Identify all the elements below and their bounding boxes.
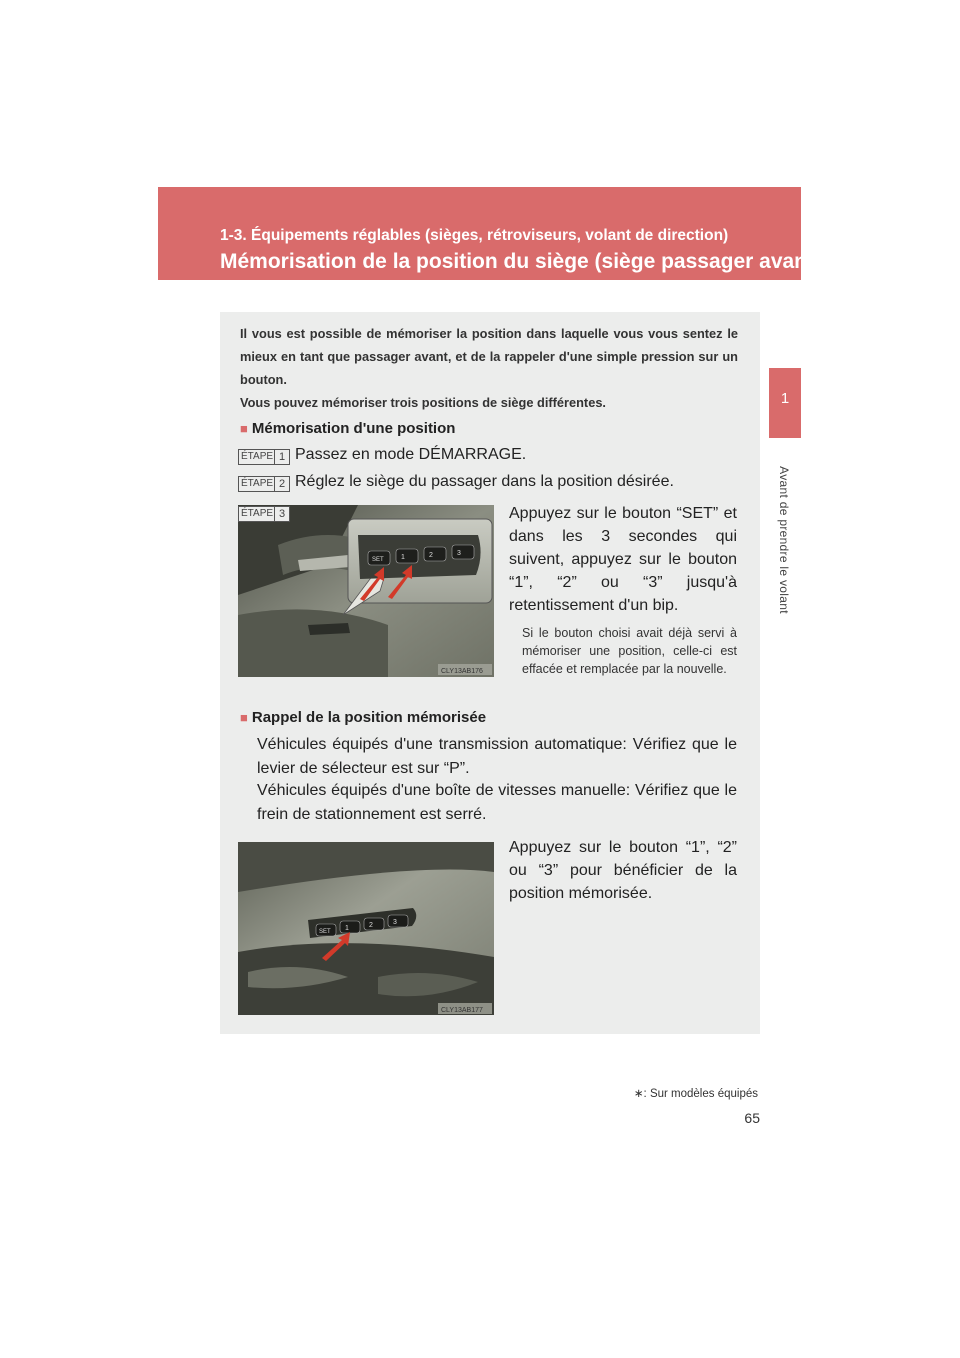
heading-recall-text: Rappel de la position mémorisée [251,709,487,726]
heading-memorize [240,420,455,437]
photo-seat-memory-recall [238,842,494,1015]
step-3-text: Appuyez sur le bouton “SET” et dans les 3 secondes qui suivent, appuyez sur le bouton “1”, “2” ou “3” jusqu'à retentissement d'un bip. [509,505,737,614]
set-button-label: SET [372,557,384,563]
intro-paragraph: Vous pouvez mémoriser trois positions de siège différentes. [240,395,606,410]
intro-text [240,322,738,414]
step-word: ÉTAPE [241,508,274,519]
image-code: CLY13AB177 [441,1007,483,1014]
memory-2-label: 2 [429,552,433,559]
memory-3-label: 3 [393,919,397,926]
step-number: 3 [274,507,289,521]
page-title-text: Mémorisation de la position du siège (siège passager avant) [220,250,821,273]
seat-memory-illustration [238,505,494,677]
overwrite-note: Si le bouton choisi avait déjà servi à mémoriser une position, celle-ci est effacée et remplacée par la nouvelle. [522,626,737,676]
title-footnote-mark: ∗ [823,244,837,261]
section-title: 1-3. Équipements réglables (sièges, rétroviseurs, volant de direction) [220,227,729,244]
content-panel [220,312,760,1034]
step-word: ÉTAPE [241,451,274,462]
step-badge-2 [238,476,290,492]
memory-2-button-icon [424,547,446,561]
memory-2-label: 2 [369,922,373,929]
memory-3-button-icon [452,545,474,559]
step-badge-1 [238,449,290,465]
seat-recall-illustration [238,842,494,1015]
chapter-side-label [771,450,797,630]
square-bullet-icon: ■ [240,421,248,436]
memory-1-label: 1 [401,554,405,561]
step-number: 2 [274,477,289,491]
page-title [220,245,836,274]
chapter-label: Avant de prendre le volant [777,466,791,614]
memory-1-button-icon [340,921,360,933]
image-code: CLY13AB176 [441,668,483,675]
memory-3-button-icon [388,915,408,927]
square-bullet-icon: ■ [240,710,248,725]
heading-recall [240,709,486,726]
memory-1-button-icon [396,549,418,563]
set-button-label: SET [319,929,331,935]
memory-3-label: 3 [457,550,461,557]
page-number: 65 [744,1110,760,1126]
memory-2-button-icon [364,918,384,930]
chapter-header [158,187,837,280]
manual-transmission-text: Véhicules équipés d'une boîte de vitesses manuelle: Vérifiez que le frein de stationnement est serré. [257,782,737,823]
footnote: ∗: Sur modèles équipés [633,1088,758,1100]
memory-1-label: 1 [345,925,349,932]
photo-seat-memory-set [238,505,494,677]
chapter-number: 1 [780,390,790,407]
automatic-transmission-text: Véhicules équipés d'une transmission automatique: Vérifiez que le levier de sélecteur est sur “P”. [257,736,737,777]
intro-paragraph: Il vous est possible de mémoriser la position dans laquelle vous vous sentez le mieux en tant que passager avant, et de la rappeler d'une simple pression sur un bouton. [240,326,738,387]
step-1-text: Passez en mode DÉMARRAGE. [295,446,527,463]
recall-instruction: Appuyez sur le bouton “1”, “2” ou “3” pour bénéficier de la position mémorisée. [509,839,737,902]
heading-memorize-text: Mémorisation d'une position [251,420,456,437]
chapter-tab[interactable] [769,368,801,438]
step-word: ÉTAPE [241,478,274,489]
step-badge-3 [238,506,290,522]
step-2-text: Réglez le siège du passager dans la position désirée. [295,473,674,490]
step-number: 1 [274,450,289,464]
